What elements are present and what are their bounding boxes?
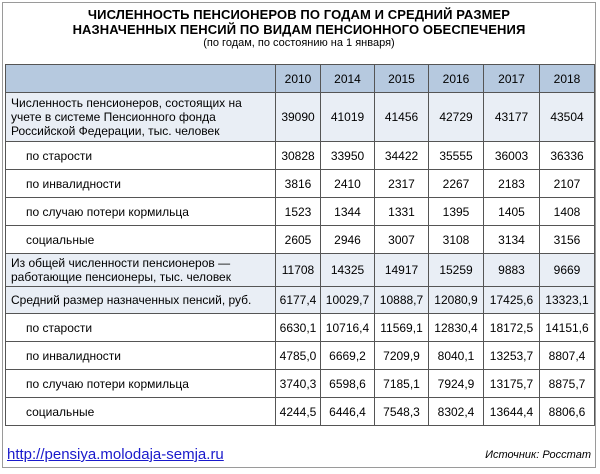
cell-value: 7924,9 [429,370,484,398]
cell-value: 3816 [276,170,321,198]
cell-value: 3108 [429,226,484,254]
row-label: по старости [6,314,276,342]
table-row [6,142,595,170]
cell-value: 1395 [429,198,484,226]
cell-value: 39090 [276,93,321,142]
cell-value: 14325 [321,254,375,287]
cell-value: 15259 [429,254,484,287]
row-label: Численность пенсионеров, состоящих на учете в системе Пенсионного фонда Российской Федерации, тыс. человек [6,93,276,142]
cell-value: 35555 [429,142,484,170]
cell-value: 2267 [429,170,484,198]
row-label: Из общей численности пенсионеров — работающие пенсионеры, тыс. человек [6,254,276,287]
cell-value: 3156 [540,226,595,254]
year-header: 2017 [484,65,540,93]
cell-value: 10716,4 [321,314,375,342]
cell-value: 9883 [484,254,540,287]
cell-value: 41019 [321,93,375,142]
cell-value: 34422 [375,142,429,170]
table-row [6,370,595,398]
cell-value: 1344 [321,198,375,226]
row-label: социальные [6,398,276,426]
cell-value: 2107 [540,170,595,198]
cell-value: 10029,7 [321,287,375,314]
cell-value: 4785,0 [276,342,321,370]
cell-value: 1331 [375,198,429,226]
cell-value: 14917 [375,254,429,287]
table-row [6,254,595,287]
cell-value: 2410 [321,170,375,198]
cell-value: 7209,9 [375,342,429,370]
table-row [6,342,595,370]
row-label: Средний размер назначенных пенсий, руб. [6,287,276,314]
site-link[interactable]: http://pensiya.molodaja-semja.ru [7,446,224,463]
cell-value: 8875,7 [540,370,595,398]
title-line-2: НАЗНАЧЕННЫХ ПЕНСИЙ ПО ВИДАМ ПЕНСИОННОГО ОБЕСПЕЧЕНИЯ [72,22,526,37]
row-label: по инвалидности [6,342,276,370]
cell-value: 33950 [321,142,375,170]
year-header: 2010 [276,65,321,93]
table-row [6,198,595,226]
row-label: по инвалидности [6,170,276,198]
cell-value: 41456 [375,93,429,142]
cell-value: 7185,1 [375,370,429,398]
cell-value: 3007 [375,226,429,254]
year-header: 2014 [321,65,375,93]
year-header: 2018 [540,65,595,93]
cell-value: 17425,6 [484,287,540,314]
cell-value: 13644,4 [484,398,540,426]
cell-value: 6177,4 [276,287,321,314]
cell-value: 4244,5 [276,398,321,426]
table-row [6,170,595,198]
cell-value: 13175,7 [484,370,540,398]
cell-value: 10888,7 [375,287,429,314]
table-header-row [6,65,595,93]
cell-value: 2183 [484,170,540,198]
cell-value: 12830,4 [429,314,484,342]
table-row [6,226,595,254]
title-line-1: ЧИСЛЕННОСТЬ ПЕНСИОНЕРОВ ПО ГОДАМ И СРЕДНИЙ РАЗМЕР [87,7,511,22]
pension-table [5,64,595,426]
cell-value: 36336 [540,142,595,170]
cell-value: 2317 [375,170,429,198]
cell-value: 1523 [276,198,321,226]
source-note: Источник: Росстат [485,449,591,461]
cell-value: 30828 [276,142,321,170]
cell-value: 8040,1 [429,342,484,370]
cell-value: 11569,1 [375,314,429,342]
cell-value: 43504 [540,93,595,142]
cell-value: 1405 [484,198,540,226]
page-subtitle: (по годам, по состоянию на 1 января) [203,37,395,49]
cell-value: 6446,4 [321,398,375,426]
table-row [6,314,595,342]
table-row [6,93,595,142]
cell-value: 8302,4 [429,398,484,426]
table-row [6,287,595,314]
cell-value: 6669,2 [321,342,375,370]
row-label: по старости [6,142,276,170]
row-label: по случаю потери кормильца [6,370,276,398]
cell-value: 18172,5 [484,314,540,342]
cell-value: 2605 [276,226,321,254]
cell-value: 12080,9 [429,287,484,314]
cell-value: 1408 [540,198,595,226]
cell-value: 36003 [484,142,540,170]
cell-value: 42729 [429,93,484,142]
cell-value: 6598,6 [321,370,375,398]
row-label: по случаю потери кормильца [6,198,276,226]
cell-value: 8806,6 [540,398,595,426]
header-corner-cell [6,65,276,93]
cell-value: 7548,3 [375,398,429,426]
table-row [6,398,595,426]
year-header: 2015 [375,65,429,93]
year-header: 2016 [429,65,484,93]
footer [3,441,595,467]
page-title [3,7,595,37]
cell-value: 11708 [276,254,321,287]
cell-value: 14151,6 [540,314,595,342]
cell-value: 9669 [540,254,595,287]
cell-value: 43177 [484,93,540,142]
cell-value: 8807,4 [540,342,595,370]
cell-value: 3740,3 [276,370,321,398]
cell-value: 2946 [321,226,375,254]
cell-value: 13253,7 [484,342,540,370]
cell-value: 3134 [484,226,540,254]
cell-value: 13323,1 [540,287,595,314]
infographic [2,2,596,468]
cell-value: 6630,1 [276,314,321,342]
row-label: социальные [6,226,276,254]
